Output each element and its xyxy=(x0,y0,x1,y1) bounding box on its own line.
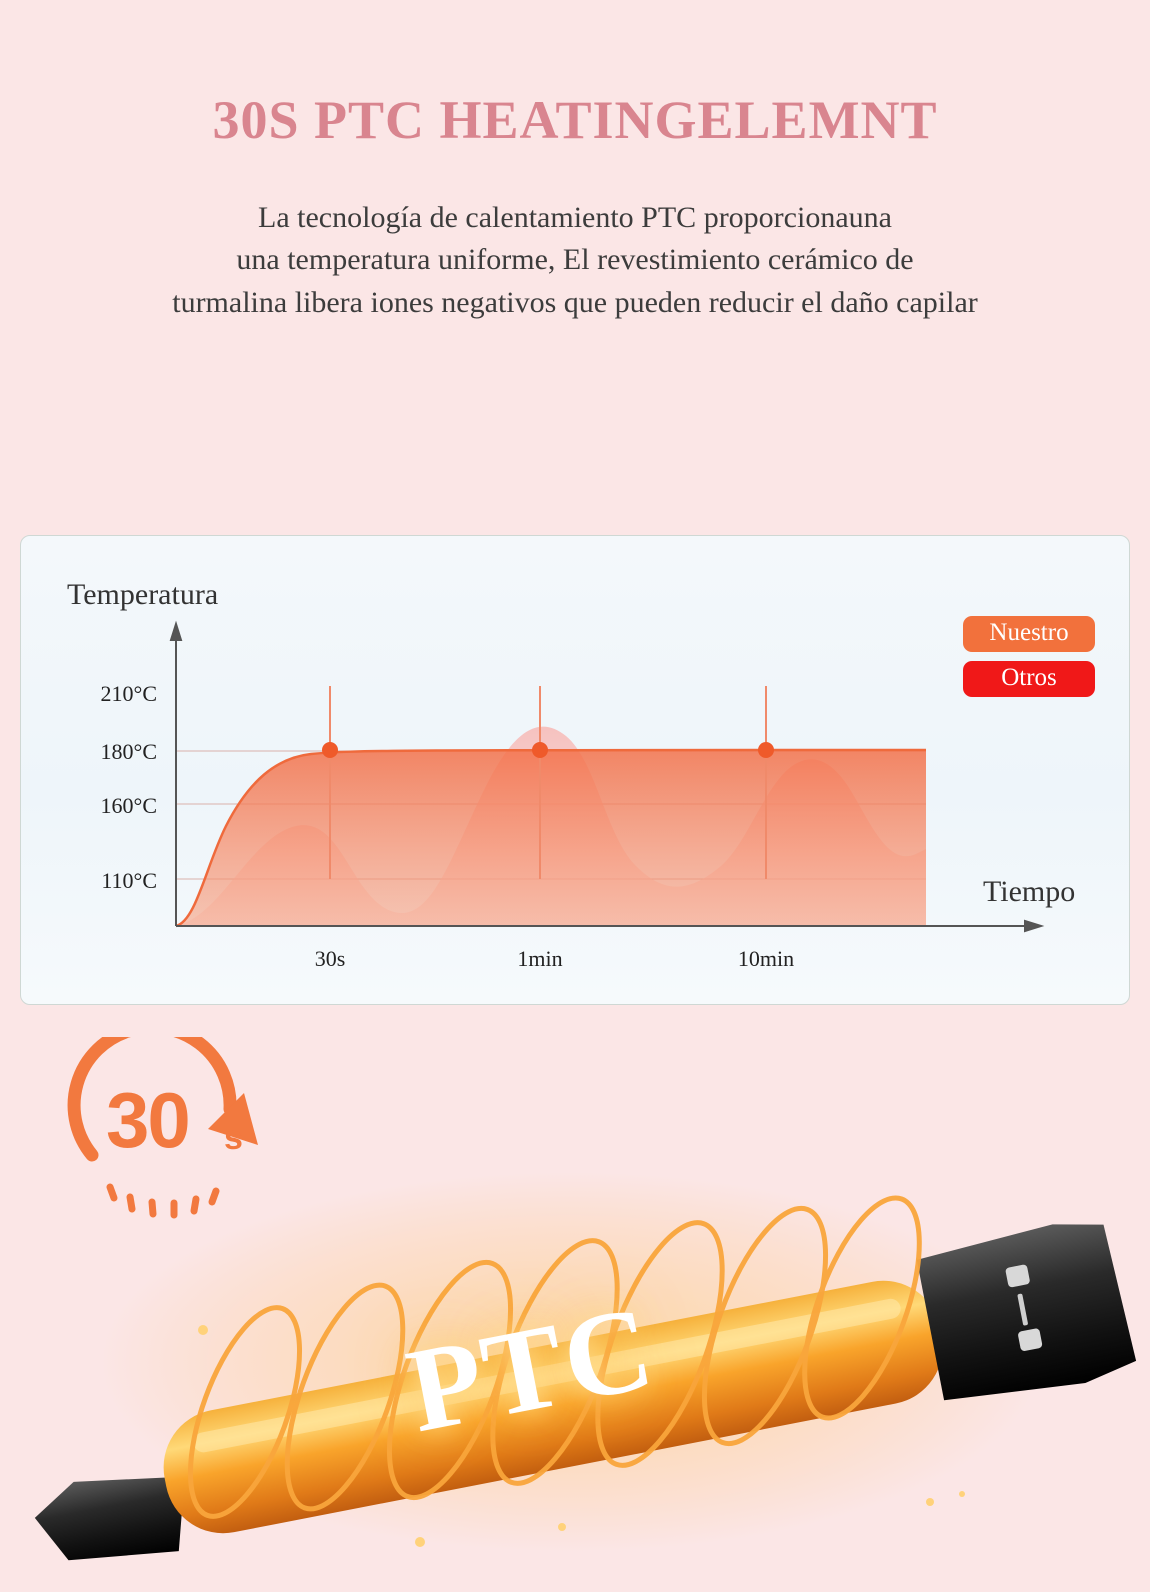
page-title: 30S PTC HEATINGELEMNT xyxy=(212,90,938,150)
x-axis-title: Tiempo xyxy=(983,875,1076,908)
badge-value: 30 xyxy=(106,1076,189,1164)
chart-plot-svg xyxy=(21,536,1130,1005)
x-tick-1min: 1min xyxy=(517,946,563,971)
x-tick-30s: 30s xyxy=(314,946,346,971)
y-tick-160: 160°C xyxy=(100,793,157,818)
x-tick-10min: 10min xyxy=(737,946,795,971)
page-subtitle xyxy=(0,197,1150,325)
subtitle-line-2: una temperatura uniforme, El revestimiento cerámico de xyxy=(236,243,914,277)
y-axis-title: Temperatura xyxy=(67,578,219,611)
legend-item-otros: Otros xyxy=(963,661,1095,697)
ptc-overlay-text: PTC xyxy=(397,1279,665,1458)
y-tick-110: 110°C xyxy=(101,868,157,893)
series-nuestro-area xyxy=(176,750,926,926)
y-tick-180: 180°C xyxy=(100,739,157,764)
subtitle-line-3: turmalina libera iones negativos que pueden reducir el daño capilar xyxy=(172,285,978,319)
chart-legend xyxy=(963,616,1099,706)
chart-area xyxy=(21,536,1129,1004)
legend-item-nuestro: Nuestro xyxy=(963,616,1095,652)
badge-unit: s xyxy=(224,1119,243,1157)
temperature-chart-card xyxy=(20,535,1130,1005)
subtitle-line-1: La tecnología de calentamiento PTC proporcionauna xyxy=(258,200,892,234)
y-tick-210: 210°C xyxy=(100,681,157,706)
